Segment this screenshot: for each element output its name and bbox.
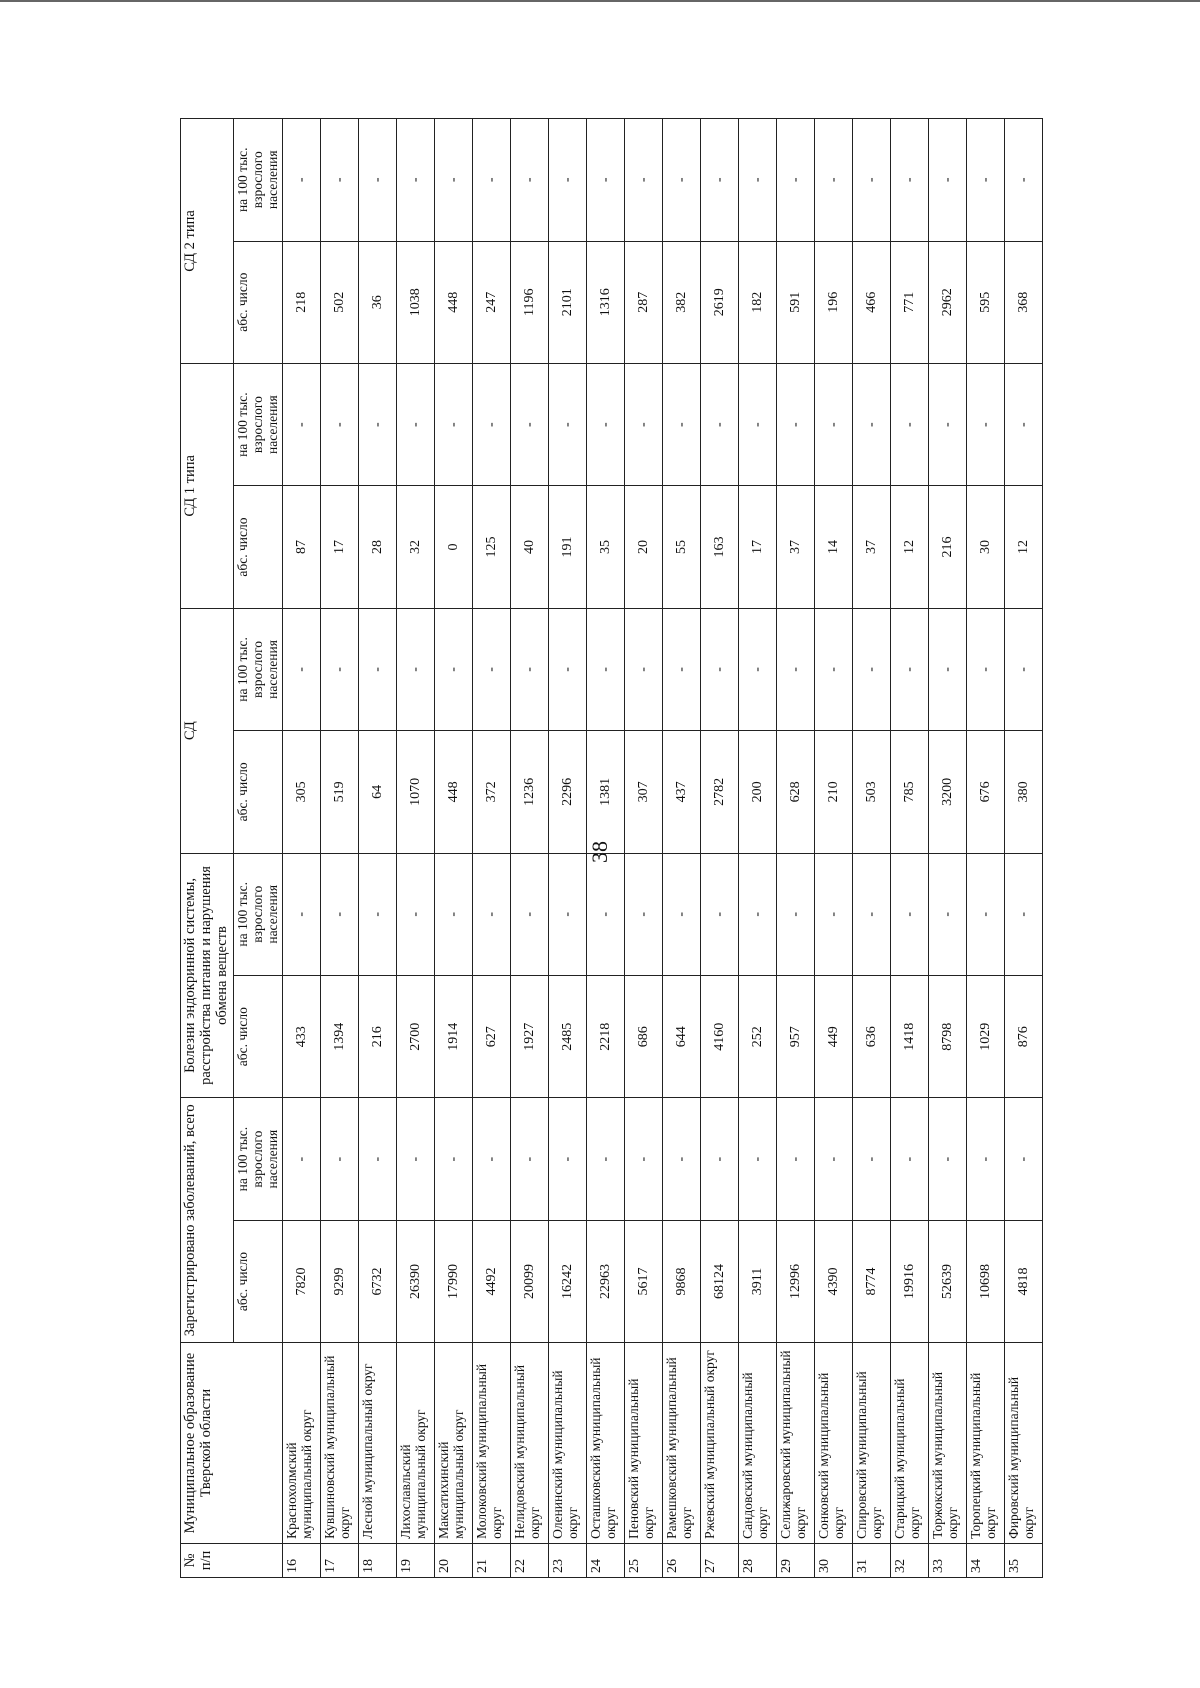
per100k-value-cell: -	[967, 853, 1005, 975]
abs-value-cell: 163	[701, 486, 739, 608]
abs-value-cell: 466	[853, 241, 891, 363]
per100k-value-cell: -	[625, 1098, 663, 1220]
header-row-groups	[181, 119, 234, 1578]
per100k-value-cell: -	[663, 119, 701, 242]
per100k-value-cell: -	[473, 363, 511, 485]
abs-value-cell: 1236	[511, 731, 549, 853]
municipality-name: Торжокский муниципальный округ	[929, 1343, 967, 1544]
header-per100k: на 100 тыс. взрослого населения	[233, 1098, 283, 1220]
table-row	[701, 119, 739, 1578]
abs-value-cell: 433	[283, 975, 321, 1097]
per100k-value-cell: -	[473, 1098, 511, 1220]
per100k-value-cell: -	[853, 608, 891, 730]
municipality-name: Лесной муниципальный округ	[359, 1343, 397, 1544]
municipality-name: Краснохолмский муниципальный округ	[283, 1343, 321, 1544]
per100k-value-cell: -	[891, 363, 929, 485]
abs-value-cell: 876	[1005, 975, 1043, 1097]
per100k-value-cell: -	[549, 608, 587, 730]
abs-value-cell: 64	[359, 731, 397, 853]
per100k-value-cell: -	[929, 853, 967, 975]
per100k-value-cell: -	[663, 1098, 701, 1220]
table-row	[359, 119, 397, 1578]
municipality-name: Молоковский муниципальный округ	[473, 1343, 511, 1544]
per100k-value-cell: -	[435, 853, 473, 975]
table-row	[739, 119, 777, 1578]
abs-value-cell: 2962	[929, 241, 967, 363]
header-group-sd2: СД 2 типа	[181, 119, 234, 364]
abs-value-cell: 7820	[283, 1220, 321, 1342]
per100k-value-cell: -	[283, 119, 321, 242]
abs-value-cell: 22963	[587, 1220, 625, 1342]
per100k-value-cell: -	[663, 363, 701, 485]
table-row	[435, 119, 473, 1578]
abs-value-cell: 30	[967, 486, 1005, 608]
abs-value-cell: 4390	[815, 1220, 853, 1342]
per100k-value-cell: -	[891, 1098, 929, 1220]
abs-value-cell: 1038	[397, 241, 435, 363]
per100k-value-cell: -	[359, 853, 397, 975]
per100k-value-cell: -	[587, 608, 625, 730]
row-number: 34	[967, 1543, 1005, 1577]
abs-value-cell: 2619	[701, 241, 739, 363]
per100k-value-cell: -	[511, 119, 549, 242]
per100k-value-cell: -	[435, 363, 473, 485]
per100k-value-cell: -	[663, 853, 701, 975]
abs-value-cell: 2485	[549, 975, 587, 1097]
per100k-value-cell: -	[1005, 363, 1043, 485]
per100k-value-cell: -	[891, 853, 929, 975]
abs-value-cell: 36	[359, 241, 397, 363]
per100k-value-cell: -	[891, 608, 929, 730]
per100k-value-cell: -	[929, 363, 967, 485]
abs-value-cell: 6732	[359, 1220, 397, 1342]
abs-value-cell: 785	[891, 731, 929, 853]
abs-value-cell: 636	[853, 975, 891, 1097]
abs-value-cell: 182	[739, 241, 777, 363]
abs-value-cell: 591	[777, 241, 815, 363]
per100k-value-cell: -	[701, 1098, 739, 1220]
per100k-value-cell: -	[739, 1098, 777, 1220]
per100k-value-cell: -	[283, 853, 321, 975]
row-number: 28	[739, 1543, 777, 1577]
per100k-value-cell: -	[929, 608, 967, 730]
row-number: 27	[701, 1543, 739, 1577]
abs-value-cell: 26390	[397, 1220, 435, 1342]
abs-value-cell: 448	[435, 731, 473, 853]
table-row	[815, 119, 853, 1578]
abs-value-cell: 1316	[587, 241, 625, 363]
table-row	[549, 119, 587, 1578]
abs-value-cell: 1394	[321, 975, 359, 1097]
per100k-value-cell: -	[549, 119, 587, 242]
per100k-value-cell: -	[1005, 853, 1043, 975]
municipality-name: Лихославльский муниципальный округ	[397, 1343, 435, 1544]
per100k-value-cell: -	[359, 608, 397, 730]
table-row	[663, 119, 701, 1578]
abs-value-cell: 502	[321, 241, 359, 363]
abs-value-cell: 686	[625, 975, 663, 1097]
municipality-name: Торопецкий муниципальный округ	[967, 1343, 1005, 1544]
abs-value-cell: 12996	[777, 1220, 815, 1342]
abs-value-cell: 12	[891, 486, 929, 608]
per100k-value-cell: -	[321, 119, 359, 242]
row-number: 19	[397, 1543, 435, 1577]
per100k-value-cell: -	[815, 608, 853, 730]
abs-value-cell: 287	[625, 241, 663, 363]
abs-value-cell: 37	[853, 486, 891, 608]
per100k-value-cell: -	[435, 608, 473, 730]
municipality-name: Фировский муниципальный округ	[1005, 1343, 1043, 1544]
municipality-name: Ржевский муниципальный округ	[701, 1343, 739, 1544]
table-body	[283, 119, 1043, 1578]
per100k-value-cell: -	[1005, 119, 1043, 242]
per100k-value-cell: -	[625, 853, 663, 975]
per100k-value-cell: -	[967, 608, 1005, 730]
per100k-value-cell: -	[549, 363, 587, 485]
abs-value-cell: 14	[815, 486, 853, 608]
abs-value-cell: 35	[587, 486, 625, 608]
abs-value-cell: 1418	[891, 975, 929, 1097]
abs-value-cell: 372	[473, 731, 511, 853]
abs-value-cell: 1029	[967, 975, 1005, 1097]
per100k-value-cell: -	[739, 363, 777, 485]
abs-value-cell: 247	[473, 241, 511, 363]
abs-value-cell: 519	[321, 731, 359, 853]
per100k-value-cell: -	[701, 853, 739, 975]
per100k-value-cell: -	[701, 119, 739, 242]
abs-value-cell: 87	[283, 486, 321, 608]
header-abs: абс. число	[233, 975, 283, 1097]
abs-value-cell: 595	[967, 241, 1005, 363]
abs-value-cell: 382	[663, 241, 701, 363]
abs-value-cell: 305	[283, 731, 321, 853]
abs-value-cell: 191	[549, 486, 587, 608]
abs-value-cell: 9868	[663, 1220, 701, 1342]
abs-value-cell: 10698	[967, 1220, 1005, 1342]
per100k-value-cell: -	[853, 119, 891, 242]
per100k-value-cell: -	[967, 363, 1005, 485]
header-group-total: Зарегистрировано заболеваний, всего	[181, 1098, 234, 1343]
per100k-value-cell: -	[549, 1098, 587, 1220]
abs-value-cell: 1196	[511, 241, 549, 363]
row-number: 22	[511, 1543, 549, 1577]
page-number: 38	[587, 841, 612, 863]
per100k-value-cell: -	[739, 608, 777, 730]
abs-value-cell: 628	[777, 731, 815, 853]
abs-value-cell: 200	[739, 731, 777, 853]
abs-value-cell: 252	[739, 975, 777, 1097]
per100k-value-cell: -	[777, 119, 815, 242]
per100k-value-cell: -	[283, 363, 321, 485]
abs-value-cell: 449	[815, 975, 853, 1097]
per100k-value-cell: -	[587, 363, 625, 485]
municipality-name: Пеновский муниципальный округ	[625, 1343, 663, 1544]
abs-value-cell: 9299	[321, 1220, 359, 1342]
table-row	[625, 119, 663, 1578]
abs-value-cell: 196	[815, 241, 853, 363]
per100k-value-cell: -	[359, 363, 397, 485]
per100k-value-cell: -	[283, 1098, 321, 1220]
abs-value-cell: 20	[625, 486, 663, 608]
abs-value-cell: 210	[815, 731, 853, 853]
municipality-name: Сонковский муниципальный округ	[815, 1343, 853, 1544]
per100k-value-cell: -	[739, 853, 777, 975]
per100k-value-cell: -	[625, 363, 663, 485]
table-row	[1005, 119, 1043, 1578]
header-abs: абс. число	[233, 1220, 283, 1342]
abs-value-cell: 380	[1005, 731, 1043, 853]
per100k-value-cell: -	[815, 119, 853, 242]
abs-value-cell: 307	[625, 731, 663, 853]
abs-value-cell: 2700	[397, 975, 435, 1097]
per100k-value-cell: -	[815, 363, 853, 485]
abs-value-cell: 368	[1005, 241, 1043, 363]
per100k-value-cell: -	[739, 119, 777, 242]
row-number: 17	[321, 1543, 359, 1577]
per100k-value-cell: -	[967, 119, 1005, 242]
per100k-value-cell: -	[397, 363, 435, 485]
abs-value-cell: 437	[663, 731, 701, 853]
municipality-name: Рамешковский муниципальный округ	[663, 1343, 701, 1544]
row-number: 20	[435, 1543, 473, 1577]
table-row	[473, 119, 511, 1578]
abs-value-cell: 4492	[473, 1220, 511, 1342]
abs-value-cell: 12	[1005, 486, 1043, 608]
abs-value-cell: 8774	[853, 1220, 891, 1342]
municipality-name: Максатихинский муниципальный округ	[435, 1343, 473, 1544]
header-per100k: на 100 тыс. взрослого населения	[233, 853, 283, 975]
abs-value-cell: 1927	[511, 975, 549, 1097]
per100k-value-cell: -	[777, 853, 815, 975]
abs-value-cell: 8798	[929, 975, 967, 1097]
table-row	[967, 119, 1005, 1578]
abs-value-cell: 32	[397, 486, 435, 608]
per100k-value-cell: -	[397, 1098, 435, 1220]
per100k-value-cell: -	[777, 608, 815, 730]
per100k-value-cell: -	[853, 853, 891, 975]
per100k-value-cell: -	[359, 119, 397, 242]
abs-value-cell: 216	[929, 486, 967, 608]
municipality-name: Сандовский муниципальный округ	[739, 1343, 777, 1544]
abs-value-cell: 503	[853, 731, 891, 853]
abs-value-cell: 4818	[1005, 1220, 1043, 1342]
statistics-table	[180, 118, 1043, 1578]
per100k-value-cell: -	[397, 608, 435, 730]
abs-value-cell: 2101	[549, 241, 587, 363]
row-number: 18	[359, 1543, 397, 1577]
row-number: 31	[853, 1543, 891, 1577]
abs-value-cell: 17990	[435, 1220, 473, 1342]
per100k-value-cell: -	[435, 1098, 473, 1220]
municipality-name: Оленинский муниципальный округ	[549, 1343, 587, 1544]
per100k-value-cell: -	[321, 608, 359, 730]
abs-value-cell: 216	[359, 975, 397, 1097]
per100k-value-cell: -	[587, 1098, 625, 1220]
per100k-value-cell: -	[625, 608, 663, 730]
table-row	[511, 119, 549, 1578]
per100k-value-cell: -	[777, 1098, 815, 1220]
per100k-value-cell: -	[1005, 608, 1043, 730]
header-group-sd1: СД 1 типа	[181, 363, 234, 608]
abs-value-cell: 17	[739, 486, 777, 608]
per100k-value-cell: -	[321, 363, 359, 485]
abs-value-cell: 2218	[587, 975, 625, 1097]
row-number: 23	[549, 1543, 587, 1577]
header-per100k: на 100 тыс. взрослого населения	[233, 119, 283, 242]
abs-value-cell: 125	[473, 486, 511, 608]
per100k-value-cell: -	[625, 119, 663, 242]
row-number: 16	[283, 1543, 321, 1577]
per100k-value-cell: -	[853, 363, 891, 485]
municipality-name: Нелидовский муниципальный округ	[511, 1343, 549, 1544]
table-container	[180, 118, 1200, 1573]
abs-value-cell: 957	[777, 975, 815, 1097]
municipality-name: Кувшиновский муниципальный округ	[321, 1343, 359, 1544]
per100k-value-cell: -	[929, 119, 967, 242]
per100k-value-cell: -	[283, 608, 321, 730]
per100k-value-cell: -	[815, 853, 853, 975]
per100k-value-cell: -	[701, 608, 739, 730]
per100k-value-cell: -	[511, 853, 549, 975]
per100k-value-cell: -	[511, 363, 549, 485]
abs-value-cell: 19916	[891, 1220, 929, 1342]
per100k-value-cell: -	[777, 363, 815, 485]
abs-value-cell: 68124	[701, 1220, 739, 1342]
row-number: 35	[1005, 1543, 1043, 1577]
abs-value-cell: 52639	[929, 1220, 967, 1342]
table-row	[929, 119, 967, 1578]
per100k-value-cell: -	[587, 119, 625, 242]
abs-value-cell: 676	[967, 731, 1005, 853]
per100k-value-cell: -	[321, 1098, 359, 1220]
header-municipality: Муниципальное образование Тверской области	[181, 1343, 283, 1544]
abs-value-cell: 2782	[701, 731, 739, 853]
header-per100k: на 100 тыс. взрослого населения	[233, 608, 283, 730]
row-number: 24	[587, 1543, 625, 1577]
abs-value-cell: 1381	[587, 731, 625, 853]
abs-value-cell: 4160	[701, 975, 739, 1097]
abs-value-cell: 218	[283, 241, 321, 363]
table-row	[853, 119, 891, 1578]
row-number: 29	[777, 1543, 815, 1577]
per100k-value-cell: -	[435, 119, 473, 242]
per100k-value-cell: -	[473, 119, 511, 242]
municipality-name: Осташковский муниципальный округ	[587, 1343, 625, 1544]
per100k-value-cell: -	[1005, 1098, 1043, 1220]
per100k-value-cell: -	[663, 608, 701, 730]
per100k-value-cell: -	[397, 853, 435, 975]
header-group-endocrine: Болезни эндокринной системы, расстройства питания и нарушения обмена веществ	[181, 853, 234, 1098]
municipality-name: Старицкий муниципальный округ	[891, 1343, 929, 1544]
header-abs: абс. число	[233, 731, 283, 853]
per100k-value-cell: -	[359, 1098, 397, 1220]
abs-value-cell: 771	[891, 241, 929, 363]
abs-value-cell: 55	[663, 486, 701, 608]
abs-value-cell: 16242	[549, 1220, 587, 1342]
per100k-value-cell: -	[815, 1098, 853, 1220]
header-abs: абс. число	[233, 486, 283, 608]
per100k-value-cell: -	[511, 608, 549, 730]
header-number: № п/п	[181, 1543, 283, 1577]
abs-value-cell: 3911	[739, 1220, 777, 1342]
per100k-value-cell: -	[967, 1098, 1005, 1220]
abs-value-cell: 3200	[929, 731, 967, 853]
row-number: 33	[929, 1543, 967, 1577]
header-per100k: на 100 тыс. взрослого населения	[233, 363, 283, 485]
row-number: 32	[891, 1543, 929, 1577]
abs-value-cell: 17	[321, 486, 359, 608]
abs-value-cell: 28	[359, 486, 397, 608]
row-number: 26	[663, 1543, 701, 1577]
abs-value-cell: 0	[435, 486, 473, 608]
abs-value-cell: 627	[473, 975, 511, 1097]
row-number: 21	[473, 1543, 511, 1577]
header-abs: абс. число	[233, 241, 283, 363]
abs-value-cell: 1070	[397, 731, 435, 853]
per100k-value-cell: -	[321, 853, 359, 975]
per100k-value-cell: -	[549, 853, 587, 975]
abs-value-cell: 40	[511, 486, 549, 608]
row-number: 30	[815, 1543, 853, 1577]
table-row	[891, 119, 929, 1578]
abs-value-cell: 2296	[549, 731, 587, 853]
abs-value-cell: 644	[663, 975, 701, 1097]
abs-value-cell: 1914	[435, 975, 473, 1097]
municipality-name: Селижаровский муниципальный округ	[777, 1343, 815, 1544]
table-row	[587, 119, 625, 1578]
municipality-name: Спировский муниципальный округ	[853, 1343, 891, 1544]
rotated-table-frame	[180, 118, 1060, 1578]
abs-value-cell: 20099	[511, 1220, 549, 1342]
per100k-value-cell: -	[587, 853, 625, 975]
abs-value-cell: 5617	[625, 1220, 663, 1342]
per100k-value-cell: -	[929, 1098, 967, 1220]
per100k-value-cell: -	[891, 119, 929, 242]
table-row	[321, 119, 359, 1578]
row-number: 25	[625, 1543, 663, 1577]
table-row	[777, 119, 815, 1578]
abs-value-cell: 37	[777, 486, 815, 608]
per100k-value-cell: -	[853, 1098, 891, 1220]
per100k-value-cell: -	[511, 1098, 549, 1220]
per100k-value-cell: -	[473, 608, 511, 730]
table-row	[397, 119, 435, 1578]
per100k-value-cell: -	[397, 119, 435, 242]
abs-value-cell: 448	[435, 241, 473, 363]
table-row	[283, 119, 321, 1578]
top-rule	[0, 0, 1200, 2]
header-group-sd: СД	[181, 608, 234, 853]
per100k-value-cell: -	[473, 853, 511, 975]
per100k-value-cell: -	[701, 363, 739, 485]
